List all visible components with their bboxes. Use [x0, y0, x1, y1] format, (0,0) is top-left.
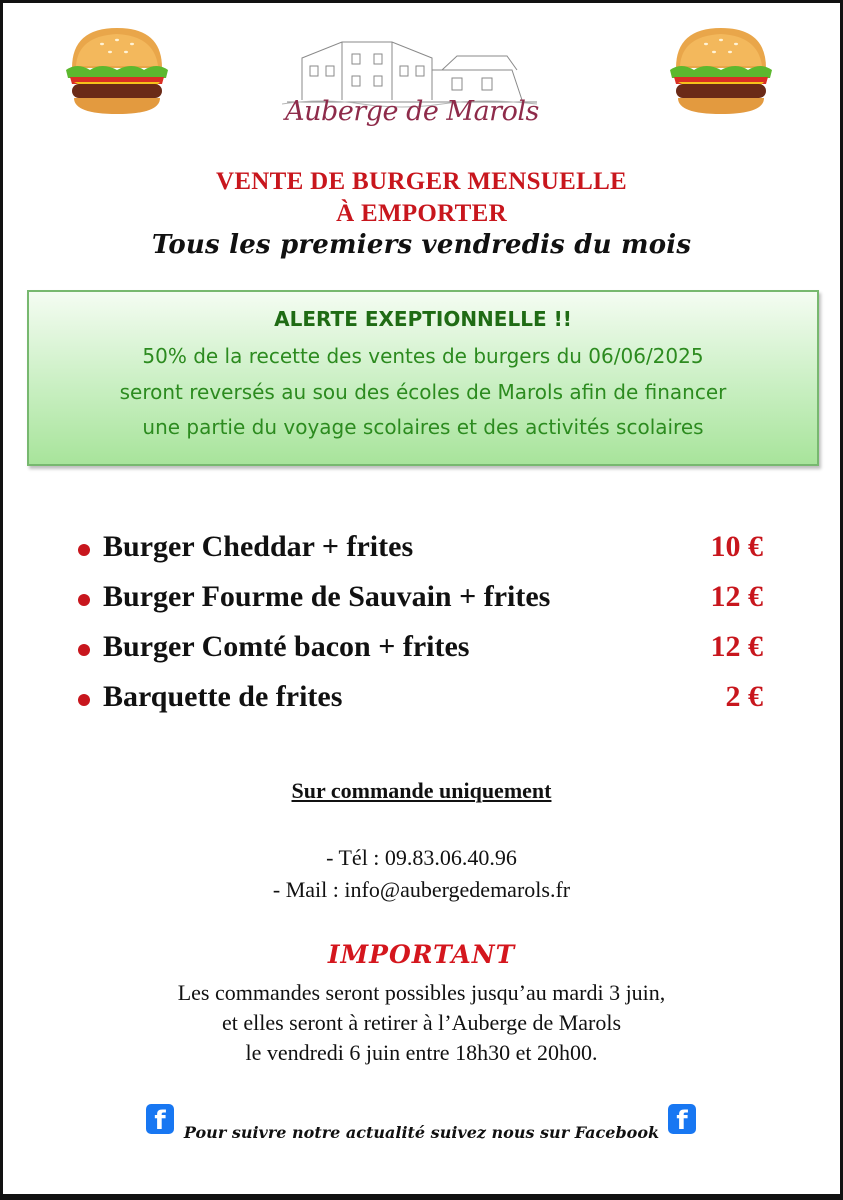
order-heading: Sur commande uniquement [291, 778, 552, 803]
menu-item [0, 580, 843, 620]
alert-text-line: 50% de la recette des ventes de burgers du 06/06/2025 [142, 344, 704, 368]
footer-facebook-text: Pour suivre notre actualité suivez nous sur Facebook [183, 1123, 660, 1142]
menu-item-name: Burger Cheddar + frites [103, 530, 414, 563]
alert-box [27, 290, 819, 466]
important-text-line: le vendredi 6 juin entre 18h30 et 20h00. [245, 1040, 598, 1065]
burger-icon [62, 22, 172, 118]
burger-icon [666, 22, 776, 118]
menu-item-price: 12 € [710, 580, 763, 613]
menu-item-name: Barquette de frites [103, 680, 343, 713]
phone-contact: - Tél : 09.83.06.40.96 [326, 845, 517, 870]
alert-title: ALERTE EXEPTIONNELLE !! [274, 307, 572, 331]
menu-item-price: 10 € [710, 530, 763, 563]
menu-item [0, 530, 843, 570]
bullet-icon [78, 644, 90, 656]
menu-item [0, 680, 843, 720]
important-text-line: et elles seront à retirer à l’Auberge de Marols [221, 1010, 622, 1035]
page-title: VENTE DE BURGER MENSUELLE [215, 168, 628, 195]
important-text-line: Les commandes seront possibles jusqu’au mardi 3 juin, [177, 980, 666, 1005]
bullet-icon [78, 594, 90, 606]
alert-text-line: une partie du voyage scolaires et des activités scolaires [142, 415, 704, 439]
important-heading: IMPORTANT [327, 940, 516, 969]
bullet-icon [78, 544, 90, 556]
mail-contact: - Mail : info@aubergedemarols.fr [272, 877, 571, 902]
page-subtitle: Tous les premiers vendredis du mois [151, 230, 692, 260]
facebook-icon[interactable]: f [668, 1104, 696, 1134]
menu-item-name: Burger Fourme de Sauvain + frites [103, 580, 551, 613]
menu-item-price: 12 € [710, 630, 763, 663]
page-title-line2: À EMPORTER [336, 200, 507, 227]
facebook-icon[interactable]: f [146, 1104, 174, 1134]
logo-wordmark: Auberge de Marols [285, 96, 539, 127]
menu-item-name: Burger Comté bacon + frites [103, 630, 470, 663]
menu-item [0, 630, 843, 670]
menu-item-price: 2 € [725, 680, 763, 713]
bullet-icon [78, 694, 90, 706]
alert-text-line: seront reversés au sou des écoles de Marols afin de financer [119, 380, 727, 404]
